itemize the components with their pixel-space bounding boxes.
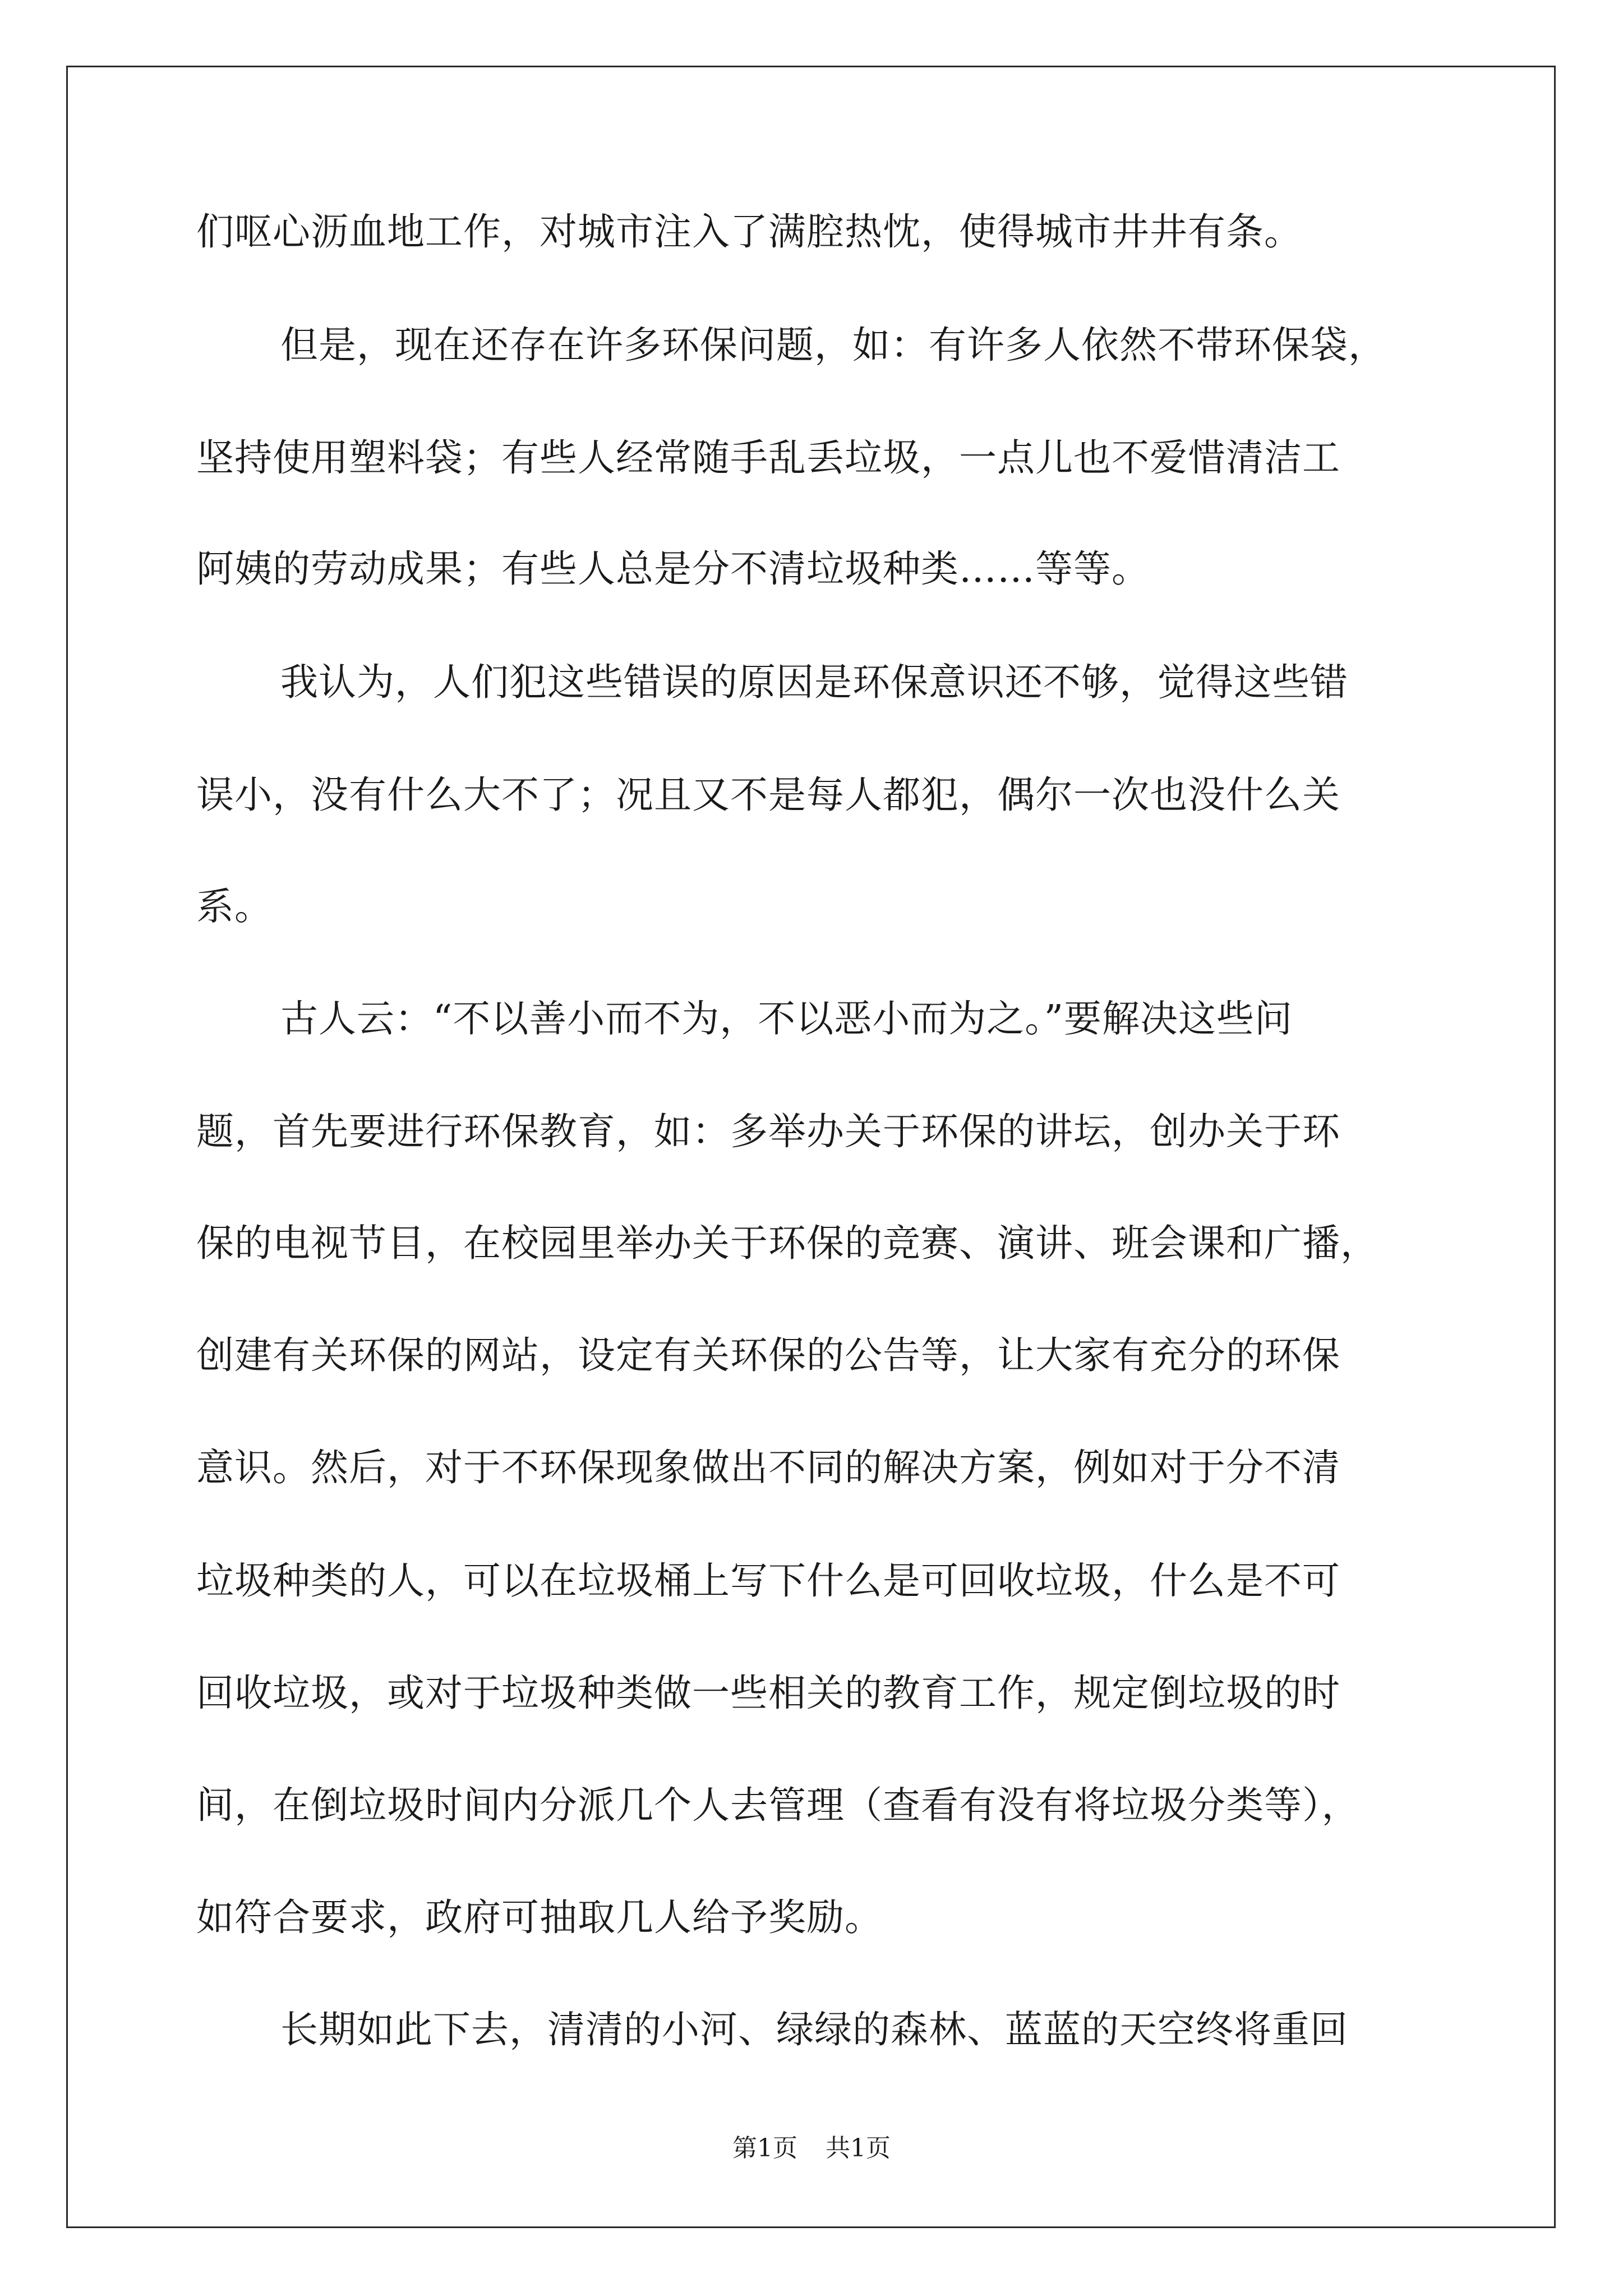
page-total: 共1页 bbox=[826, 2134, 891, 2162]
text-line: 我认为，人们犯这些错误的原因是环保意识还不够，觉得这些错 bbox=[280, 660, 1348, 704]
text-line: 长期如此下去，清清的小河、绿绿的森林、蓝蓝的天空终将重回 bbox=[280, 2008, 1348, 2051]
text-line: 如符合要求，政府可抽取几人给予奖励。 bbox=[196, 1895, 883, 1939]
text-line: 间，在倒垃圾时间内分派几个人去管理（查看有没有将垃圾分类等）， bbox=[196, 1783, 1360, 1827]
text-line: 保的电视节目，在校园里举办关于环保的竞赛、演讲、班会课和广播， bbox=[196, 1221, 1378, 1265]
text-line: 题，首先要进行环保教育，如：多举办关于环保的讲坛，创办关于环 bbox=[196, 1110, 1340, 1153]
text-line: 但是，现在还存在许多环保问题，如：有许多人依然不带环保袋， bbox=[280, 323, 1386, 367]
text-line: 系。 bbox=[196, 885, 273, 928]
text-line: 意识。然后，对于不环保现象做出不同的解决方案，例如对于分不清 bbox=[196, 1446, 1340, 1489]
text-line: 垃圾种类的人，可以在垃圾桶上写下什么是可回收垃圾，什么是不可 bbox=[196, 1559, 1340, 1603]
text-line: 阿姨的劳动成果；有些人总是分不清垃圾种类……等等。 bbox=[196, 547, 1150, 591]
text-line: 坚持使用塑料袋；有些人经常随手乱丢垃圾，一点儿也不爱惜清洁工 bbox=[196, 436, 1340, 480]
text-line: 回收垃圾，或对于垃圾种类做一些相关的教育工作，规定倒垃圾的时 bbox=[196, 1671, 1340, 1715]
text-line: 创建有关环保的网站，设定有关环保的公告等，让大家有充分的环保 bbox=[196, 1333, 1340, 1377]
text-line: 误小，没有什么大不了；况且又不是每人都犯，偶尔一次也没什么关 bbox=[196, 773, 1340, 817]
text-line: 们呕心沥血地工作，对城市注入了满腔热忱，使得城市井井有条。 bbox=[196, 210, 1302, 254]
page-number: 第1页 bbox=[732, 2134, 797, 2162]
page-footer bbox=[0, 2128, 1623, 2164]
text-line: 古人云：“不以善小而不为，不以恶小而为之。”要解决这些问 bbox=[280, 997, 1293, 1041]
